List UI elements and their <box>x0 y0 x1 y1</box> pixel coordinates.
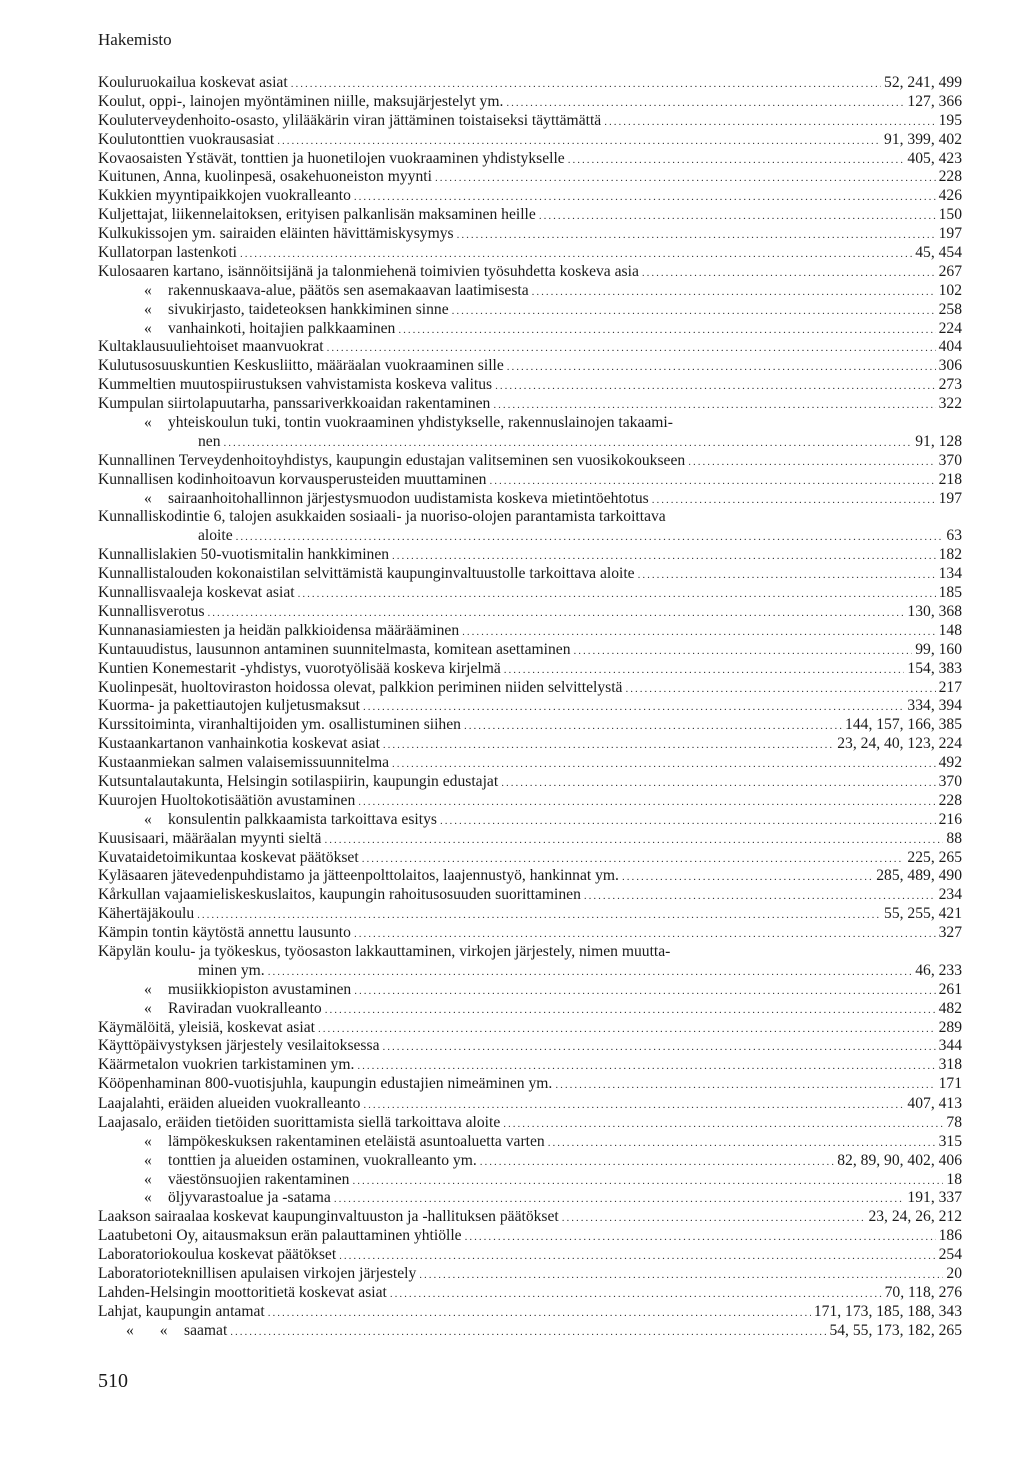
entry-pages: 171 <box>938 1075 962 1093</box>
entry-pages: 18 <box>946 1170 962 1188</box>
entry-text: rakennuskaava-alue, päätös sen asemakaavan laatimisesta <box>168 281 529 299</box>
index-entry <box>98 716 962 735</box>
leader-dots <box>652 491 936 510</box>
entry-text: lämpökeskuksen rakentaminen eteläistä asuntoaluetta varten <box>168 1132 545 1150</box>
index-entry <box>98 414 962 433</box>
entry-text: Kovaosaisten Ystävät, tonttien ja huonetilojen vuokraaminen yhdistykselle <box>98 149 565 167</box>
leader-dots <box>503 1115 943 1134</box>
entry-text: Kuolinpesät, huoltoviraston hoidossa olevat, palkkion periminen niiden selvittelystä <box>98 678 623 696</box>
entry-pages: 91, 128 <box>915 432 962 450</box>
entry-text: Kuorma- ja pakettiautojen kuljetusmaksut <box>98 697 360 715</box>
entry-pages: 405, 423 <box>907 149 962 167</box>
leader-dots <box>236 528 944 547</box>
entry-pages: 91, 399, 402 <box>884 130 962 148</box>
entry-text: Kunnanasiamiesten ja heidän palkkioidensa määrääminen <box>98 621 460 639</box>
entry-text: Kårkullan vajaamieliskeskuslaitos, kaupungin rahoitusosuuden suorittaminen <box>98 886 581 904</box>
entry-pages: 218 <box>938 470 962 488</box>
entry-pages: 289 <box>938 1018 962 1036</box>
entry-text: väestönsuojien rakentaminen <box>168 1170 350 1188</box>
index-entry <box>98 660 962 679</box>
entry-text: Koulut, oppi-, lainojen myöntäminen niille, maksujärjestelyt ym. <box>98 92 504 110</box>
entry-text: Kuntien Konemestarit -yhdistys, vuorotyölisää koskeva kirjelmä <box>98 659 501 677</box>
entry-text: Laajasalo, eräiden tietöiden suorittamista siellä tarkoittava aloite <box>98 1113 501 1131</box>
leader-dots <box>501 774 935 793</box>
entry-text: Kunnallinen Terveydenhoitoyhdistys, kaupungin edustajan valitseminen sen vuosikokoukseen <box>98 451 686 469</box>
entry-text: Kurssitoiminta, viranhaltijoiden ym. osallistuminen siihen <box>98 716 461 734</box>
entry-text: Kukkien myyntipaikkojen vuokralleanto <box>98 187 351 205</box>
index-entry <box>98 376 962 395</box>
index-entry <box>98 1189 962 1208</box>
index-entry <box>98 74 962 93</box>
entry-pages: 154, 383 <box>907 659 962 677</box>
leader-dots <box>392 547 936 566</box>
index-entry <box>98 395 962 414</box>
entry-pages: 404 <box>938 338 962 356</box>
entry-text: minen ym. <box>198 961 265 979</box>
entry-pages: 63 <box>946 527 962 545</box>
index-entry <box>98 1227 962 1246</box>
index-entry <box>98 1246 962 1265</box>
entry-text: Kunnallislakien 50-vuotismitalin hankkiminen <box>98 546 390 564</box>
ditto-mark: « <box>144 980 152 998</box>
entry-pages: 148 <box>938 621 962 639</box>
entry-text: Kullatorpan lastenkoti <box>98 244 238 262</box>
index-entry <box>98 1171 962 1190</box>
index-entry <box>98 867 962 886</box>
index-entry <box>98 357 962 376</box>
index-entry <box>98 1075 962 1094</box>
index-entry <box>98 93 962 112</box>
index-entry <box>98 679 962 698</box>
entry-pages: 267 <box>938 262 962 280</box>
leader-dots <box>568 151 905 170</box>
entry-pages: 370 <box>938 451 962 469</box>
index-entry <box>98 131 962 150</box>
index-entry <box>98 452 962 471</box>
entry-pages: 228 <box>938 168 962 186</box>
entry-text: Kulkukissojen ym. sairaiden eläinten hävittämiskysymys <box>98 225 454 243</box>
entry-text: Koulutonttien vuokrausasiat <box>98 130 275 148</box>
entry-pages: 88 <box>946 829 962 847</box>
entry-text: Raviradan vuokralleanto <box>168 999 322 1017</box>
entry-pages: 217 <box>938 678 962 696</box>
index-entry <box>98 320 962 339</box>
entry-pages: 102 <box>938 281 962 299</box>
entry-pages: 334, 394 <box>907 697 962 715</box>
entry-text: Lahden-Helsingin moottoritietä koskevat asiat <box>98 1283 387 1301</box>
entry-pages: 134 <box>938 565 962 583</box>
leader-dots <box>642 264 936 283</box>
entry-pages: 258 <box>938 300 962 318</box>
leader-dots <box>562 1209 866 1228</box>
entry-text: Käyttöpäivystyksen järjestely vesilaitoksessa <box>98 1037 380 1055</box>
index-entry <box>98 1152 962 1171</box>
entry-pages: 482 <box>938 999 962 1017</box>
entry-text: Lahjat, kaupungin antamat <box>98 1302 265 1320</box>
index-entry <box>98 301 962 320</box>
index-entry <box>98 1265 962 1284</box>
leader-dots <box>452 302 936 321</box>
leader-dots <box>638 566 936 585</box>
ditto-mark: « <box>144 1151 152 1169</box>
leader-dots <box>357 1057 935 1076</box>
leader-dots <box>277 132 881 151</box>
index-entry <box>98 1303 962 1322</box>
entry-pages: 344 <box>938 1037 962 1055</box>
entry-text: Laboratoriokoulua koskevat päätökset <box>98 1246 337 1264</box>
entry-text: Kunnallistalouden kokonaistilan selvittämistä kaupunginvaltuustolle tarkoittava aloite <box>98 565 635 583</box>
entry-pages: 23, 24, 26, 212 <box>868 1208 962 1226</box>
index-section-k <box>98 74 962 1094</box>
entry-pages: 99, 160 <box>915 640 962 658</box>
entry-text: Kunnallisen kodinhoitoavun korvausperusteiden muuttaminen <box>98 470 487 488</box>
entry-pages: 23, 24, 40, 123, 224 <box>837 735 962 753</box>
ditto-mark: « <box>144 281 152 299</box>
entry-pages: 306 <box>938 357 962 375</box>
leader-dots <box>197 906 881 925</box>
leader-dots <box>532 283 936 302</box>
index-entry <box>98 244 962 263</box>
index-section-l <box>98 1095 962 1341</box>
entry-text: Kunnallisvaaleja koskevat asiat <box>98 584 295 602</box>
entry-pages: 195 <box>938 111 962 129</box>
entry-pages: 150 <box>938 206 962 224</box>
entry-pages: 327 <box>938 924 962 942</box>
ditto-mark: « <box>144 999 152 1017</box>
ditto-mark: « <box>144 414 152 432</box>
ditto-mark: « <box>144 1132 152 1150</box>
entry-pages: 82, 89, 90, 402, 406 <box>837 1151 962 1169</box>
index-entry <box>98 622 962 641</box>
index-entry <box>98 905 962 924</box>
entry-text: musiikkiopiston avustaminen <box>168 980 352 998</box>
entry-text: Kuusisaari, määräalan myynti sieltä <box>98 829 322 847</box>
leader-dots <box>507 358 936 377</box>
index-entry <box>98 603 962 622</box>
leader-dots <box>268 963 913 982</box>
leader-dots <box>354 982 935 1001</box>
entry-text: sivukirjasto, taideteoksen hankkiminen sinne <box>168 300 449 318</box>
entry-pages: 261 <box>938 980 962 998</box>
index-entry <box>98 565 962 584</box>
index-entry <box>98 206 962 225</box>
ditto-mark: « « <box>126 1321 168 1339</box>
leader-dots <box>574 642 913 661</box>
entry-text: Kulutusosuuskuntien Keskusliitto, määräalan vuokraaminen sille <box>98 357 504 375</box>
index-entry <box>98 433 962 452</box>
entry-text: Kuntauudistus, lausunnon antaminen suunnitelmasta, komitean asettaminen <box>98 640 571 658</box>
index-entry <box>98 830 962 849</box>
entry-text: Kunnallisverotus <box>98 602 205 620</box>
page-number: 510 <box>98 1370 128 1392</box>
index-entry <box>98 1000 962 1019</box>
index-entry <box>98 849 962 868</box>
entry-text: Käpylän koulu- ja työkeskus, työosaston lakkauttaminen, virkojen järjestely, nimen muutta- <box>98 942 671 960</box>
entry-pages: 315 <box>938 1132 962 1150</box>
index-entry <box>98 754 962 773</box>
leader-dots <box>230 1323 826 1342</box>
index-entry <box>98 282 962 301</box>
entry-text: Laakson sairaalaa koskevat kaupunginvaltuuston ja -hallituksen päätökset <box>98 1208 559 1226</box>
index-entry <box>98 886 962 905</box>
entry-text: Laboratorioteknillisen apulaisen virkojen järjestely <box>98 1265 417 1283</box>
index-entry <box>98 150 962 169</box>
index-entry <box>98 641 962 660</box>
index-entry <box>98 546 962 565</box>
leader-dots <box>398 321 935 340</box>
leader-dots <box>584 887 936 906</box>
entry-text: Kultaklausuuliehtoiset maanvuokrat <box>98 338 324 356</box>
leader-dots <box>390 1285 882 1304</box>
ditto-mark: « <box>144 489 152 507</box>
leader-dots <box>489 472 935 491</box>
index-entry <box>98 187 962 206</box>
entry-text: Kummeltien muutospiirustuksen vahvistamista koskeva valitus <box>98 376 493 394</box>
index-entry <box>98 981 962 1000</box>
entry-pages: 197 <box>938 225 962 243</box>
entry-text: Kämpin tontin käytöstä annettu lausunto <box>98 924 351 942</box>
entry-text: konsulentin palkkaamista tarkoittava esitys <box>168 810 437 828</box>
entry-text: aloite <box>198 527 233 545</box>
leader-dots <box>358 793 935 812</box>
leader-dots <box>506 94 904 113</box>
index-entry <box>98 735 962 754</box>
index-entry <box>98 1284 962 1303</box>
index-entry <box>98 1208 962 1227</box>
leader-dots <box>268 1304 811 1323</box>
index-entry <box>98 1114 962 1133</box>
entry-pages: 492 <box>938 754 962 772</box>
entry-pages: 78 <box>946 1113 962 1131</box>
leader-dots <box>457 226 936 245</box>
index-entry <box>98 225 962 244</box>
index-entry <box>98 792 962 811</box>
leader-dots <box>465 1228 936 1247</box>
index-entry <box>98 924 962 943</box>
page-header: Hakemisto <box>98 30 172 49</box>
index-entry <box>98 490 962 509</box>
index-entry <box>98 263 962 282</box>
leader-dots <box>362 850 905 869</box>
index-entry <box>98 1133 962 1152</box>
index-entry <box>98 471 962 490</box>
entry-pages: 191, 337 <box>907 1189 962 1207</box>
entry-pages: 45, 454 <box>915 244 962 262</box>
index-entry <box>98 773 962 792</box>
leader-dots <box>604 113 935 132</box>
entry-text: sairaanhoitohallinnon järjestysmuodon uudistamista koskeva mietintöehtotus <box>168 489 649 507</box>
ditto-mark: « <box>144 810 152 828</box>
entry-text: Kyläsaaren jätevedenpuhdistamo ja jätteenpolttolaitos, laajennustyö, hankinnat ym. <box>98 867 619 885</box>
ditto-mark: « <box>144 1170 152 1188</box>
entry-pages: 144, 157, 166, 385 <box>845 716 962 734</box>
index-entry <box>98 338 962 357</box>
entry-pages: 228 <box>938 791 962 809</box>
entry-pages: 185 <box>938 584 962 602</box>
leader-dots <box>688 453 935 472</box>
entry-text: tonttien ja alueiden ostaminen, vuokralleanto ym. <box>168 1151 477 1169</box>
leader-dots <box>435 169 936 188</box>
index-entry <box>98 811 962 830</box>
entry-text: vanhainkoti, hoitajien palkkaaminen <box>168 319 396 337</box>
leader-dots <box>419 1266 943 1285</box>
entry-pages: 370 <box>938 772 962 790</box>
leader-dots <box>383 736 834 755</box>
entry-text: saamat <box>184 1321 228 1339</box>
entry-pages: 55, 255, 421 <box>884 905 962 923</box>
leader-dots <box>462 623 935 642</box>
entry-text: Kuurojen Huoltokotisäätiön avustaminen <box>98 791 356 809</box>
leader-dots <box>327 339 936 358</box>
ditto-mark: « <box>144 1189 152 1207</box>
entry-pages: 225, 265 <box>907 848 962 866</box>
leader-dots <box>318 1020 936 1039</box>
entry-pages: 407, 413 <box>907 1095 962 1112</box>
leader-dots <box>291 75 881 94</box>
leader-dots <box>354 925 936 944</box>
entry-pages: 318 <box>938 1056 962 1074</box>
entry-pages: 54, 55, 173, 182, 265 <box>829 1321 962 1339</box>
entry-pages: 197 <box>938 489 962 507</box>
entry-pages: 234 <box>938 886 962 904</box>
entry-text: Kumpulan siirtolapuutarha, panssariverkkoaidan rakentaminen <box>98 395 491 413</box>
entry-pages: 285, 489, 490 <box>876 867 962 885</box>
entry-text: Kouluruokailua koskevat asiat <box>98 74 288 91</box>
leader-dots <box>464 717 842 736</box>
entry-pages: 130, 368 <box>907 602 962 620</box>
entry-pages: 46, 233 <box>915 961 962 979</box>
index-entry <box>98 943 962 962</box>
entry-pages: 70, 118, 276 <box>884 1283 962 1301</box>
ditto-mark: « <box>144 300 152 318</box>
entry-text: Kustaanmiekan salmen valaisemissuunnitelma <box>98 754 390 772</box>
index-entry <box>98 1019 962 1038</box>
entry-pages: 426 <box>938 187 962 205</box>
leader-dots <box>334 1190 905 1209</box>
leader-dots <box>625 680 935 699</box>
leader-dots <box>325 1001 936 1020</box>
index-entry <box>98 508 962 527</box>
entry-text: Käärmetalon vuokrien tarkistaminen ym. <box>98 1056 355 1074</box>
leader-dots <box>440 812 936 831</box>
leader-dots <box>548 1134 936 1153</box>
leader-dots <box>339 1247 935 1266</box>
index-entry <box>98 112 962 131</box>
entry-text: yhteiskoulun tuki, tontin vuokraaminen yhdistykselle, rakennuslainojen takaami- <box>168 414 673 432</box>
leader-dots <box>555 1076 935 1095</box>
index-entry <box>98 527 962 546</box>
index-entry <box>98 1322 962 1341</box>
leader-dots <box>240 245 912 264</box>
leader-dots <box>352 1172 943 1191</box>
entry-pages: 182 <box>938 546 962 564</box>
entry-text: Kähertäjäkoulu <box>98 905 195 923</box>
leader-dots <box>622 868 873 887</box>
entry-pages: 273 <box>938 376 962 394</box>
entry-pages: 127, 366 <box>907 92 962 110</box>
index-entry <box>98 697 962 716</box>
leader-dots <box>363 698 904 717</box>
leader-dots <box>493 396 935 415</box>
leader-dots <box>495 377 935 396</box>
entry-pages: 171, 173, 185, 188, 343 <box>813 1302 962 1320</box>
entry-text: Kulosaaren kartano, isännöitsijänä ja talonmiehenä toimivien työsuhdetta koskeva asia <box>98 262 639 280</box>
entry-text: Laatubetoni Oy, aitausmaksun erän palauttaminen yhtiölle <box>98 1227 462 1245</box>
index-entry <box>98 584 962 603</box>
entry-text: Kuitunen, Anna, kuolinpesä, osakehuoneiston myynti <box>98 168 432 186</box>
leader-dots <box>504 661 905 680</box>
leader-dots <box>298 585 936 604</box>
leader-dots <box>208 604 905 623</box>
entry-text: nen <box>198 432 221 450</box>
entry-text: Kustaankartanon vanhainkotia koskevat asiat <box>98 735 380 753</box>
leader-dots <box>324 831 943 850</box>
entry-pages: 216 <box>938 810 962 828</box>
entry-text: Kouluterveydenhoito-osasto, ylilääkärin viran jättäminen toistaiseksi täyttämättä <box>98 111 602 129</box>
entry-text: Kuljettajat, liikennelaitoksen, erityisen palkanlisän maksaminen heille <box>98 206 536 224</box>
index-entry <box>98 1056 962 1075</box>
entry-text: Kööpenhaminan 800-vuotisjuhla, kaupungin edustajien nimeäminen ym. <box>98 1075 553 1093</box>
leader-dots <box>392 755 936 774</box>
index-entry <box>98 168 962 187</box>
entry-pages: 20 <box>946 1265 962 1283</box>
leader-dots <box>224 434 913 453</box>
entry-text: Laajalahti, eräiden alueiden vuokralleanto <box>98 1095 361 1112</box>
entry-text: Kutsuntalautakunta, Helsingin sotilaspiirin, kaupungin edustajat <box>98 772 499 790</box>
leader-dots <box>363 1096 904 1115</box>
index-entry <box>98 962 962 981</box>
ditto-mark: « <box>144 319 152 337</box>
index-entry <box>98 1037 962 1056</box>
entry-pages: 254 <box>938 1246 962 1264</box>
leader-dots <box>383 1038 936 1057</box>
entry-pages: 224 <box>938 319 962 337</box>
leader-dots <box>480 1153 834 1172</box>
leader-dots <box>354 188 936 207</box>
entry-pages: 52, 241, 499 <box>884 74 962 91</box>
entry-pages: 322 <box>938 395 962 413</box>
index-entry <box>98 1095 962 1114</box>
entry-text: öljyvarastoalue ja -satama <box>168 1189 331 1207</box>
entry-pages: 186 <box>938 1227 962 1245</box>
entry-text: Käymälöitä, yleisiä, koskevat asiat <box>98 1018 315 1036</box>
entry-text: Kunnalliskodintie 6, talojen asukkaiden sosiaali- ja nuoriso-olojen parantamista tarkoittava <box>98 508 666 526</box>
leader-dots <box>539 207 936 226</box>
entry-text: Kuvataidetoimikuntaa koskevat päätökset <box>98 848 359 866</box>
